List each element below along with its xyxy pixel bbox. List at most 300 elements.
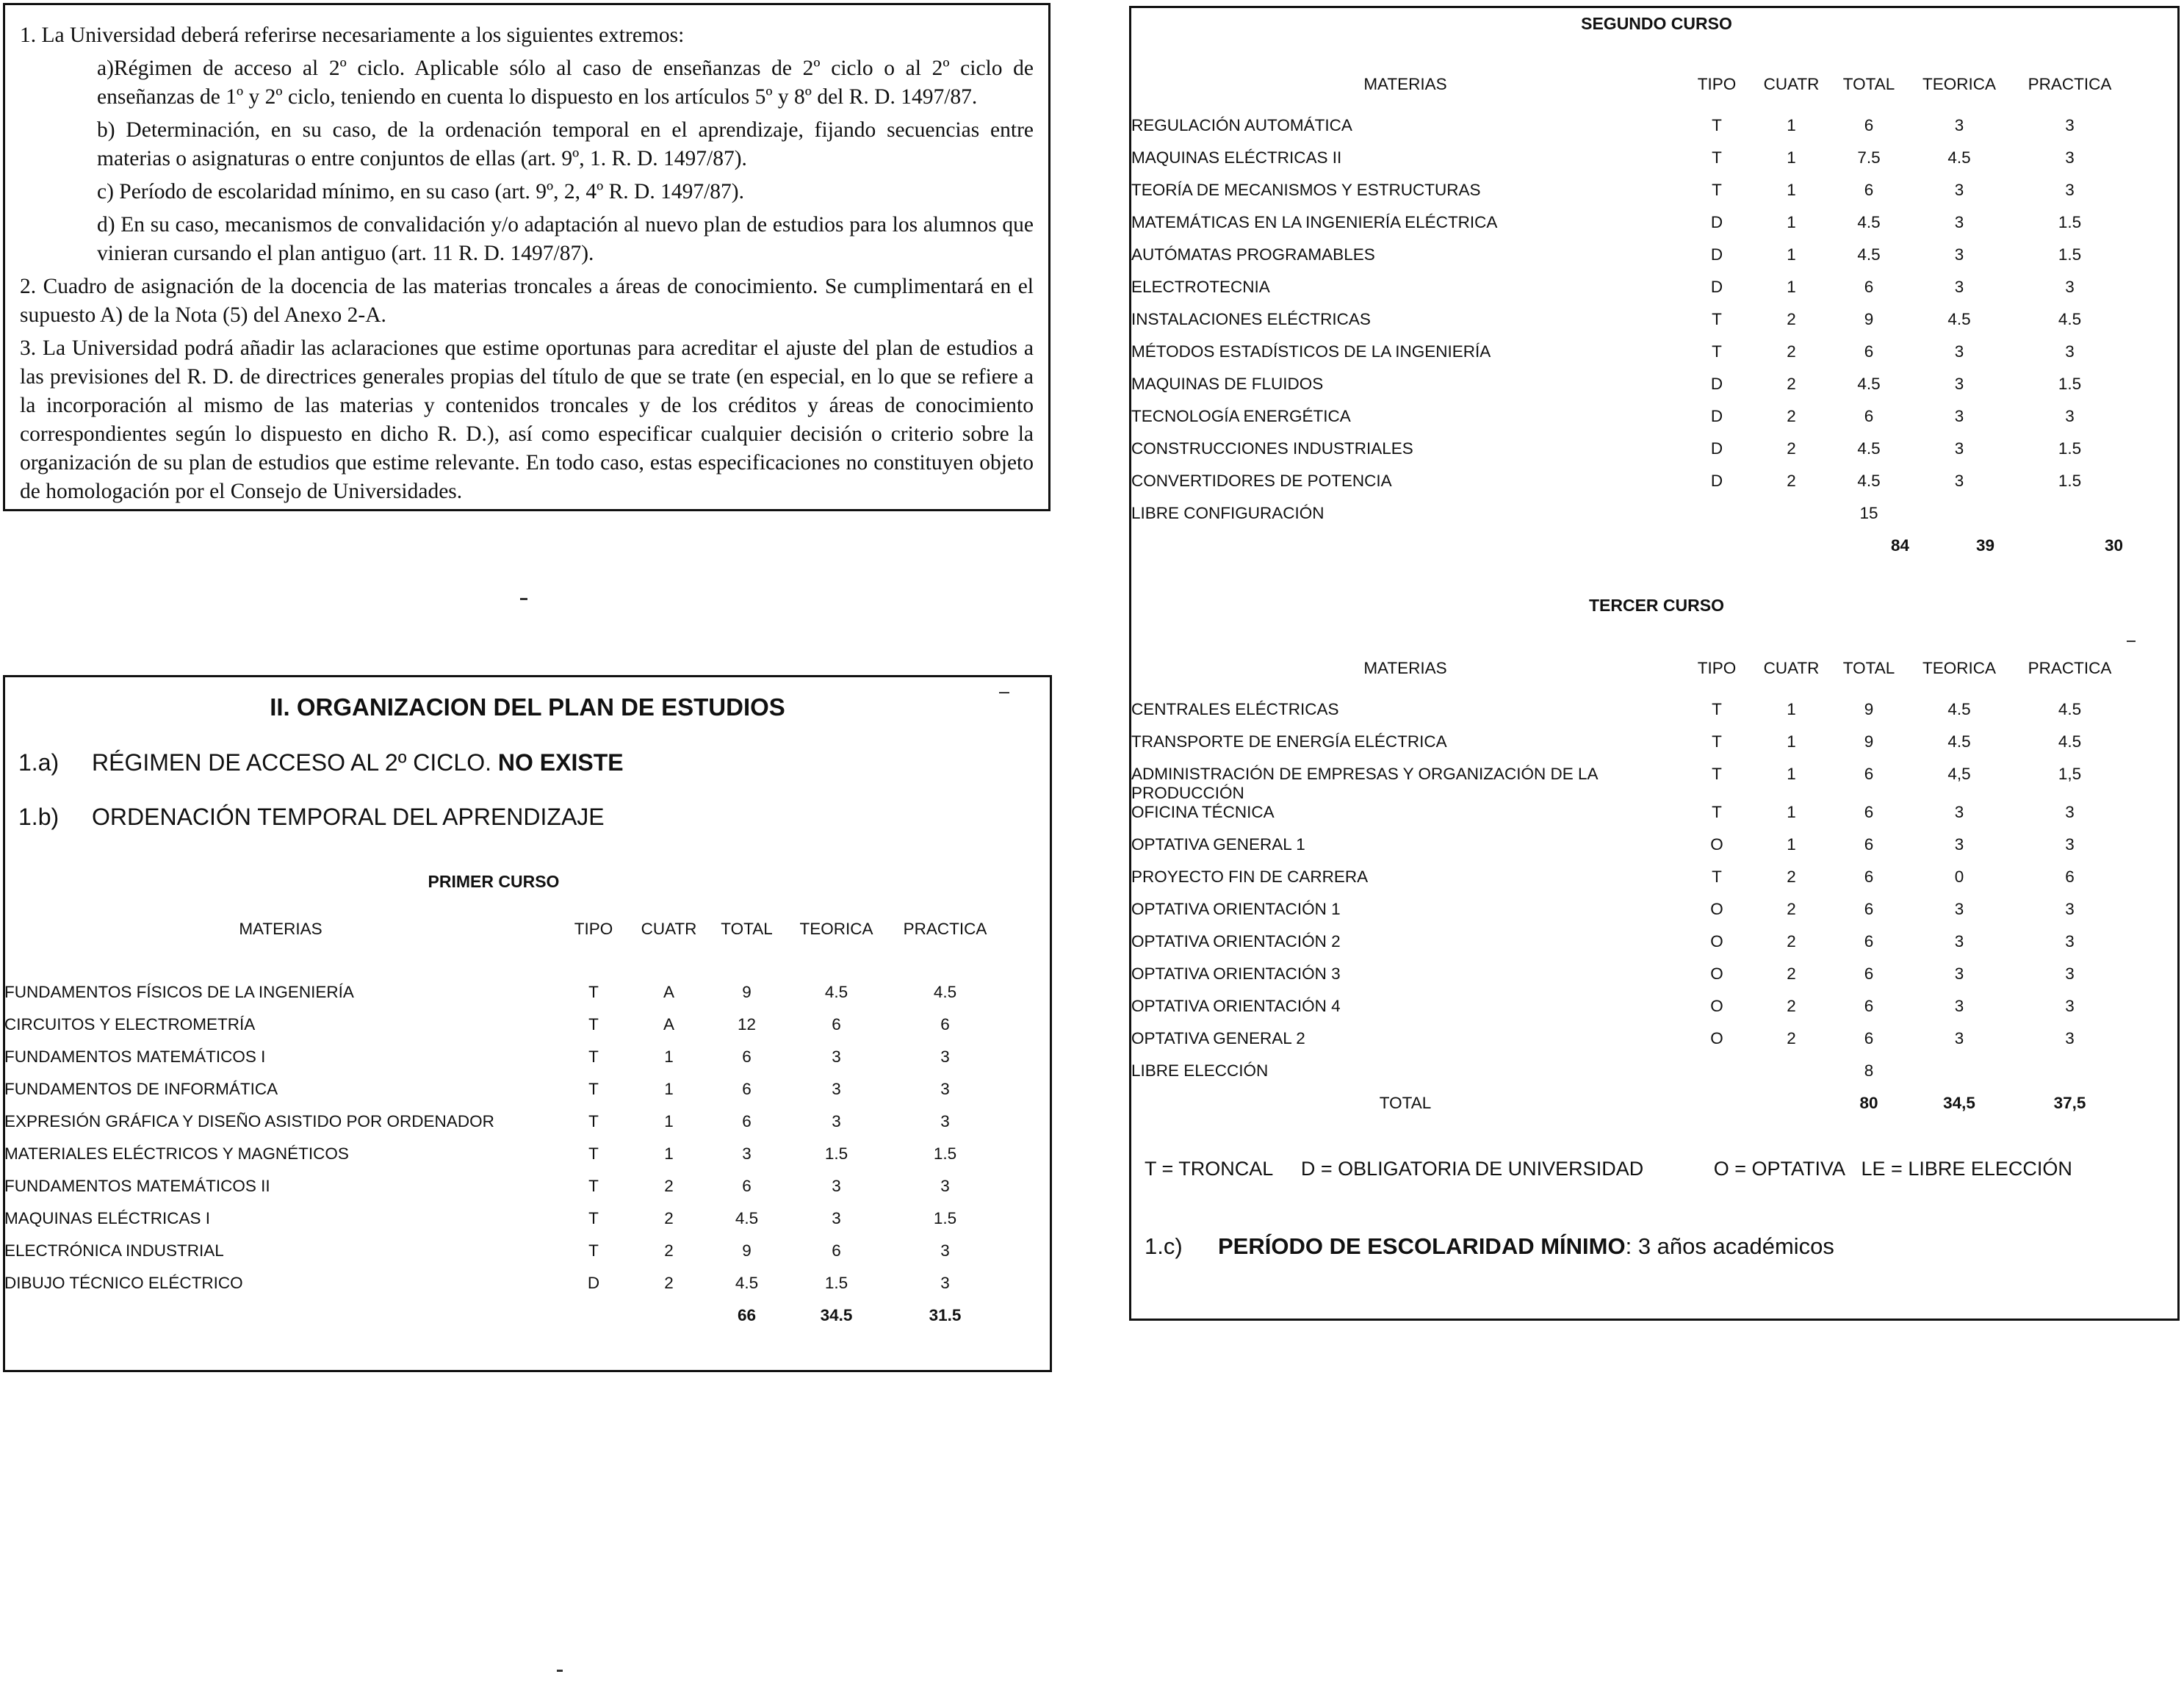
cell-practica: 3: [2065, 342, 2075, 361]
cell-teorica: 3: [832, 1112, 841, 1130]
tercer-curso-table: [1131, 659, 2130, 1126]
notes-box: [3, 3, 1050, 511]
cell-teorica: 4.5: [1947, 700, 1971, 718]
cell-materia: OPTATIVA GENERAL 2: [1131, 1029, 1305, 1047]
cell-total: 6: [1864, 407, 1874, 425]
cell-practica: 4.5: [2058, 732, 2082, 751]
tercer-total-teorica: 34,5: [1943, 1094, 1975, 1112]
primer-totals-row: [4, 1306, 1003, 1338]
cell-materia: INSTALACIONES ELÉCTRICAS: [1131, 310, 1371, 328]
scan-speck: [557, 1670, 563, 1672]
table-row: [4, 1112, 1003, 1144]
cell-tipo: T: [1712, 700, 1722, 718]
cell-cuatr: 1: [1787, 700, 1796, 718]
escolaridad-value: : 3 años académicos: [1625, 1233, 1834, 1259]
primer-total-total: 66: [737, 1306, 757, 1324]
cell-total: 4.5: [1857, 472, 1881, 490]
note-item-1: 1. La Universidad deberá referirse necesariamente a los siguientes extremos:: [20, 24, 685, 47]
cell-practica: 1.5: [2058, 439, 2082, 458]
cell-tipo: O: [1710, 900, 1723, 918]
table-row: [1131, 407, 2130, 439]
cell-teorica: 3: [1954, 1029, 1964, 1047]
table-row: [1131, 148, 2130, 181]
primer-total-practica: 31.5: [929, 1306, 962, 1324]
cell-teorica: 3: [832, 1080, 841, 1098]
header-tipo: TIPO: [1697, 75, 1737, 93]
regimen-value: NO EXISTE: [497, 749, 624, 776]
cell-practica: [2009, 1061, 2130, 1094]
header-practica: PRACTICA: [2028, 659, 2112, 677]
table-row: [4, 1144, 1003, 1177]
cell-materia: EXPRESIÓN GRÁFICA Y DISEÑO ASISTIDO POR ORDENADOR: [4, 1112, 494, 1130]
cell-practica: 3: [2065, 278, 2075, 296]
cell-cuatr: 1: [1787, 116, 1796, 134]
cell-total: 4.5: [735, 1274, 759, 1292]
cell-tipo: T: [588, 983, 599, 1001]
cell-cuatr: 2: [664, 1209, 674, 1227]
cell-cuatr: [1754, 504, 1828, 536]
tercer-total-practica: 37,5: [2053, 1094, 2086, 1112]
cell-teorica: 3: [1954, 213, 1964, 231]
cell-total: 6: [1864, 932, 1874, 951]
escolaridad-number: 1.c): [1145, 1233, 1183, 1259]
tercer-curso-title: TERCER CURSO: [1588, 596, 1724, 615]
cell-total: 6: [1864, 1029, 1874, 1047]
table-row: [1131, 116, 2130, 148]
cell-tipo: O: [1710, 997, 1723, 1015]
cell-total: 3: [742, 1144, 752, 1163]
cell-total: 8: [1864, 1061, 1874, 1080]
cell-total: 6: [1864, 900, 1874, 918]
cell-total: 9: [1864, 700, 1874, 718]
cell-practica: 3: [2065, 181, 2075, 199]
table-row: [4, 983, 1003, 1015]
regimen-number: 1.a): [18, 749, 60, 776]
cell-teorica: 3: [832, 1177, 841, 1195]
cell-teorica: 0: [1954, 868, 1964, 886]
cell-cuatr: 1: [1787, 148, 1796, 167]
header-cuatr: CUATR: [1763, 75, 1820, 93]
cell-total: 6: [742, 1047, 752, 1066]
cell-cuatr: 2: [1787, 1029, 1796, 1047]
cell-tipo: T: [1712, 181, 1722, 199]
organizacion-title: II. ORGANIZACION DEL PLAN DE ESTUDIOS: [270, 693, 785, 721]
cell-practica: 6: [2065, 868, 2075, 886]
scan-speck: [2127, 641, 2136, 642]
table-row: [1131, 181, 2130, 213]
cell-materia: FUNDAMENTOS FÍSICOS DE LA INGENIERÍA: [4, 983, 354, 1001]
cell-cuatr: 1: [1787, 803, 1796, 821]
cell-tipo: T: [1712, 116, 1722, 134]
cell-tipo: D: [1710, 278, 1723, 296]
header-total: TOTAL: [1842, 659, 1895, 677]
cell-teorica: 6: [832, 1015, 841, 1034]
header-tipo: TIPO: [1697, 659, 1737, 677]
tercer-total-label: TOTAL: [1379, 1094, 1432, 1112]
cell-practica: [2009, 504, 2130, 536]
cell-materia: CIRCUITOS Y ELECTROMETRÍA: [4, 1015, 256, 1034]
cell-cuatr: 1: [1787, 278, 1796, 296]
cell-tipo: O: [1710, 964, 1723, 983]
cell-teorica: 3: [1954, 116, 1964, 134]
cell-total: 12: [737, 1015, 757, 1034]
cell-tipo: T: [588, 1209, 599, 1227]
cell-cuatr: 2: [1787, 439, 1796, 458]
cell-practica: 1,5: [2058, 765, 2082, 783]
table-row: [4, 1209, 1003, 1241]
cell-materia: OFICINA TÉCNICA: [1131, 803, 1275, 821]
cell-practica: 3: [2065, 803, 2075, 821]
ordenacion-line: [18, 804, 605, 831]
cell-cuatr: 2: [1787, 472, 1796, 490]
cell-materia: TEORÍA DE MECANISMOS Y ESTRUCTURAS: [1131, 181, 1481, 199]
cell-tipo: T: [1712, 765, 1722, 783]
note-item-1b: b) Determinación, en su caso, de la ordenación temporal en el aprendizaje, fijando secuencias entre materias o asignaturas o entre conjuntos de ellas (art. 9º, 1. R. D. 1497/87).: [97, 118, 1034, 170]
cell-total: 6: [742, 1112, 752, 1130]
scan-speck: [520, 598, 527, 600]
note-item-3: 3. La Universidad podrá añadir las aclaraciones que estime oportunas para acreditar el ajuste del plan de estudios a las previsiones del R. D. de directrices generales propias del título de que se trate (en especial, en lo que se refiere a la incorporación al mismo de las materias y contenidos troncales y de los créditos y áreas de conocimiento correspondientes según lo dispuesto en dicho R. D.), así como especificar cualquier decisión o criterio sobre la organización de su plan de estudios que estime relevante. En todo caso, estas especificaciones no constituyen objeto de homologación por el Consejo de Universidades.: [20, 336, 1034, 503]
cell-cuatr: 2: [1787, 868, 1796, 886]
tercer-total-total: 80: [1859, 1094, 1878, 1112]
cell-total: 6: [1864, 116, 1874, 134]
table-row: [4, 1080, 1003, 1112]
legend-optativa: O = OPTATIVA: [1713, 1158, 1846, 1180]
table-row: [1131, 835, 2130, 868]
cell-teorica: 3: [1954, 181, 1964, 199]
cell-total: 4.5: [1857, 439, 1881, 458]
cell-tipo: T: [588, 1144, 599, 1163]
cell-cuatr: 2: [664, 1177, 674, 1195]
cell-total: 6: [742, 1080, 752, 1098]
header-practica: PRACTICA: [903, 920, 987, 938]
regimen-label: RÉGIMEN DE ACCESO AL 2º CICLO.: [92, 749, 491, 776]
cell-materia: MÉTODOS ESTADÍSTICOS DE LA INGENIERÍA: [1131, 342, 1491, 361]
header-cuatr: CUATR: [1763, 659, 1820, 677]
cell-cuatr: 1: [1787, 835, 1796, 854]
header-materias: MATERIAS: [1363, 659, 1447, 677]
cell-cuatr: 2: [1787, 407, 1796, 425]
cell-teorica: 4,5: [1947, 765, 1971, 783]
cell-tipo: T: [588, 1047, 599, 1066]
note-item-1d: d) En su caso, mecanismos de convalidación y/o adaptación al nuevo plan de estudios para los alumnos que vinieran cursando el plan antiguo (art. 11 R. D. 1497/87).: [97, 213, 1034, 265]
table-row: [1131, 472, 2130, 504]
cell-tipo: T: [1712, 803, 1722, 821]
cell-practica: 3: [940, 1241, 950, 1260]
cell-total: 9: [1864, 732, 1874, 751]
table-row: [1131, 932, 2130, 964]
regimen-line: [18, 749, 624, 776]
cell-materia: LIBRE CONFIGURACIÓN: [1131, 504, 1325, 522]
cell-teorica: 3: [1954, 245, 1964, 264]
cell-materia: MATERIALES ELÉCTRICOS Y MAGNÉTICOS: [4, 1144, 349, 1163]
cell-teorica: 3: [1954, 472, 1964, 490]
cell-tipo: O: [1710, 835, 1723, 854]
cell-tipo: D: [1710, 439, 1723, 458]
header-teorica: TEORICA: [1922, 75, 1996, 93]
cell-teorica: 3: [1954, 932, 1964, 951]
cell-cuatr: 1: [664, 1080, 674, 1098]
cell-cuatr: 2: [1787, 342, 1796, 361]
cell-total: 6: [1864, 765, 1874, 783]
table-row: [1131, 765, 2130, 803]
cell-practica: 3: [2065, 900, 2075, 918]
cell-total: 4.5: [1857, 245, 1881, 264]
table-row: [4, 1177, 1003, 1209]
cell-cuatr: A: [663, 1015, 674, 1034]
cell-practica: 3: [2065, 148, 2075, 167]
cell-teorica: [1909, 1061, 2009, 1094]
header-practica: PRACTICA: [2028, 75, 2112, 93]
cell-materia: REGULACIÓN AUTOMÁTICA: [1131, 116, 1352, 134]
cell-cuatr: 2: [664, 1274, 674, 1292]
cell-tipo: D: [1710, 407, 1723, 425]
escolaridad-line: [1145, 1233, 1834, 1260]
cell-cuatr: 1: [1787, 765, 1796, 783]
table-row: [4, 1047, 1003, 1080]
cell-teorica: 1.5: [824, 1144, 848, 1163]
segundo-total-teorica: 39: [1975, 536, 1994, 555]
header-teorica: TEORICA: [799, 920, 873, 938]
cell-total: 6: [1864, 342, 1874, 361]
cell-practica: 1.5: [933, 1144, 957, 1163]
cell-materia: LIBRE ELECCIÓN: [1131, 1061, 1269, 1080]
cell-teorica: 3: [1954, 375, 1964, 393]
cell-cuatr: 2: [1787, 964, 1796, 983]
cell-cuatr: 1: [664, 1112, 674, 1130]
cell-practica: 3: [2065, 835, 2075, 854]
cell-materia: CONVERTIDORES DE POTENCIA: [1131, 472, 1392, 490]
table-row: [1131, 868, 2130, 900]
cell-total: 6: [1864, 964, 1874, 983]
cell-tipo: T: [588, 1177, 599, 1195]
note-item-1c: c) Período de escolaridad mínimo, en su caso (art. 9º, 2, 4º R. D. 1497/87).: [97, 180, 744, 203]
cell-practica: 3: [940, 1112, 950, 1130]
cell-materia: PROYECTO FIN DE CARRERA: [1131, 868, 1369, 886]
header-total: TOTAL: [1842, 75, 1895, 93]
cell-cuatr: A: [663, 983, 674, 1001]
cell-total: 6: [1864, 835, 1874, 854]
cell-practica: 3: [940, 1177, 950, 1195]
cell-total: 9: [742, 983, 752, 1001]
cell-tipo: D: [1710, 375, 1723, 393]
cell-teorica: 3: [1954, 964, 1964, 983]
cell-tipo: D: [1710, 213, 1723, 231]
cell-teorica: 3: [1954, 803, 1964, 821]
cell-materia: OPTATIVA ORIENTACIÓN 1: [1131, 900, 1341, 918]
cell-tipo: [1679, 504, 1754, 536]
table-row: [4, 1015, 1003, 1047]
cell-teorica: 3: [1954, 439, 1964, 458]
cell-tipo: T: [588, 1241, 599, 1260]
cell-total: 4.5: [1857, 375, 1881, 393]
cell-materia: TECNOLOGÍA ENERGÉTICA: [1131, 407, 1351, 425]
header-materias: MATERIAS: [239, 920, 322, 938]
cell-tipo: D: [1710, 472, 1723, 490]
table-row: [1131, 1029, 2130, 1061]
cell-tipo: T: [588, 1112, 599, 1130]
cell-practica: 3: [2065, 116, 2075, 134]
primer-total-teorica: 34.5: [820, 1306, 853, 1324]
cell-total: 9: [742, 1241, 752, 1260]
note-item-1a: a)Régimen de acceso al 2º ciclo. Aplicable sólo al caso de enseñanzas de 2º ciclo o al 2º ciclo de enseñanzas de 1º y 2º ciclo, teniendo en cuenta lo dispuesto en los artículos 5º y 8º del R. D. 1497/87.: [97, 57, 1034, 109]
legend-libre-eleccion: LE = LIBRE ELECCIÓN: [1861, 1158, 2072, 1180]
table-row: [1131, 504, 2130, 536]
cell-tipo: T: [1712, 732, 1722, 751]
cell-teorica: 3: [832, 1047, 841, 1066]
segundo-curso-table: [1131, 75, 2130, 569]
cell-practica: 1.5: [2058, 375, 2082, 393]
table-row: [4, 1274, 1003, 1306]
cell-practica: 3: [2065, 407, 2075, 425]
cell-materia: MAQUINAS DE FLUIDOS: [1131, 375, 1324, 393]
table-row: [1131, 375, 2130, 407]
cell-practica: 1.5: [2058, 245, 2082, 264]
cell-teorica: 3: [1954, 835, 1964, 854]
cell-practica: 4.5: [2058, 700, 2082, 718]
cell-tipo: T: [1712, 868, 1722, 886]
cell-materia: MAQUINAS ELÉCTRICAS I: [4, 1209, 211, 1227]
header-total: TOTAL: [721, 920, 773, 938]
cell-materia: TRANSPORTE DE ENERGÍA ELÉCTRICA: [1131, 732, 1447, 751]
cell-tipo: T: [1712, 310, 1722, 328]
cell-teorica: [1909, 504, 2009, 536]
cell-cuatr: 2: [664, 1241, 674, 1260]
cell-materia: OPTATIVA GENERAL 1: [1131, 835, 1305, 854]
cell-total: 6: [1864, 997, 1874, 1015]
cell-cuatr: [1754, 1061, 1828, 1094]
note-item-2: 2. Cuadro de asignación de la docencia de las materias troncales a áreas de conocimiento. Se cumplimentará en el supuesto A) de la Nota (5) del Anexo 2-A.: [20, 275, 1034, 327]
cell-practica: 1.5: [933, 1209, 957, 1227]
cell-materia: ELECTRÓNICA INDUSTRIAL: [4, 1241, 224, 1260]
cell-total: 6: [742, 1177, 752, 1195]
header-materias: MATERIAS: [1363, 75, 1447, 93]
legend-obligatoria: D = OBLIGATORIA DE UNIVERSIDAD: [1300, 1158, 1644, 1180]
cell-teorica: 1.5: [824, 1274, 848, 1292]
table-row: [1131, 732, 2130, 765]
table-row: [1131, 700, 2130, 732]
cell-total: 15: [1859, 504, 1878, 522]
cell-practica: 3: [940, 1080, 950, 1098]
header-tipo: TIPO: [574, 920, 613, 938]
primer-curso-table: [4, 920, 1003, 1338]
cell-materia: ADMINISTRACIÓN DE EMPRESAS Y ORGANIZACIÓN DE LA PRODUCCIÓN: [1131, 765, 1598, 802]
cell-practica: 3: [2065, 932, 2075, 951]
cell-practica: 4.5: [2058, 310, 2082, 328]
cell-materia: MAQUINAS ELÉCTRICAS II: [1131, 148, 1342, 167]
header-teorica: TEORICA: [1922, 659, 1996, 677]
cell-total: 7.5: [1857, 148, 1881, 167]
table-row: [1131, 245, 2130, 278]
cell-teorica: 4.5: [824, 983, 848, 1001]
cell-teorica: 4.5: [1947, 148, 1971, 167]
table-row: [1131, 997, 2130, 1029]
cell-total: 4.5: [1857, 213, 1881, 231]
cell-total: 6: [1864, 803, 1874, 821]
cell-materia: CONSTRUCCIONES INDUSTRIALES: [1131, 439, 1413, 458]
cell-tipo: D: [1710, 245, 1723, 264]
cell-practica: 6: [940, 1015, 950, 1034]
cell-cuatr: 2: [1787, 997, 1796, 1015]
cell-teorica: 4.5: [1947, 732, 1971, 751]
segundo-total-practica: 30: [2104, 536, 2123, 555]
cell-teorica: 3: [1954, 900, 1964, 918]
cell-materia: ELECTROTECNIA: [1131, 278, 1270, 296]
cell-total: 9: [1864, 310, 1874, 328]
table-row: [1131, 900, 2130, 932]
cell-practica: 3: [2065, 997, 2075, 1015]
table-row: [1131, 213, 2130, 245]
legend: [1145, 1158, 2094, 1180]
cell-cuatr: 1: [664, 1144, 674, 1163]
cell-materia: FUNDAMENTOS DE INFORMÁTICA: [4, 1080, 278, 1098]
tercer-totals-row: [1131, 1094, 2130, 1126]
cell-cuatr: 2: [1787, 900, 1796, 918]
cell-teorica: 3: [1954, 407, 1964, 425]
cell-teorica: 3: [1954, 997, 1964, 1015]
cell-practica: 3: [2065, 964, 2075, 983]
cell-cuatr: 2: [1787, 932, 1796, 951]
table-row: [4, 1241, 1003, 1274]
cell-teorica: 3: [1954, 342, 1964, 361]
cell-cuatr: 2: [1787, 375, 1796, 393]
cell-materia: AUTÓMATAS PROGRAMABLES: [1131, 245, 1375, 264]
header-cuatr: CUATR: [641, 920, 697, 938]
cell-tipo: T: [588, 1015, 599, 1034]
cell-cuatr: 1: [1787, 732, 1796, 751]
cell-materia: FUNDAMENTOS MATEMÁTICOS I: [4, 1047, 266, 1066]
cell-total: 6: [1864, 181, 1874, 199]
cell-tipo: D: [587, 1274, 600, 1292]
segundo-total-total: 84: [1890, 536, 1909, 555]
cell-practica: 4.5: [933, 983, 957, 1001]
cell-cuatr: 2: [1787, 310, 1796, 328]
ordenacion-number: 1.b): [18, 804, 60, 830]
cell-practica: 1.5: [2058, 472, 2082, 490]
cell-materia: CENTRALES ELÉCTRICAS: [1131, 700, 1339, 718]
cell-materia: MATEMÁTICAS EN LA INGENIERÍA ELÉCTRICA: [1131, 213, 1498, 231]
cell-practica: 3: [940, 1047, 950, 1066]
segundo-totals-row: [1131, 536, 2130, 569]
cell-tipo: O: [1710, 1029, 1723, 1047]
cell-tipo: [1679, 1061, 1754, 1094]
table-row: [1131, 1061, 2130, 1094]
scan-speck: [999, 692, 1009, 693]
ordenacion-label: ORDENACIÓN TEMPORAL DEL APRENDIZAJE: [92, 804, 605, 830]
cell-materia: OPTATIVA ORIENTACIÓN 2: [1131, 932, 1341, 951]
table-row: [1131, 342, 2130, 375]
cell-tipo: T: [588, 1080, 599, 1098]
cell-tipo: T: [1712, 148, 1722, 167]
cell-materia: DIBUJO TÉCNICO ELÉCTRICO: [4, 1274, 243, 1292]
cell-teorica: 4.5: [1947, 310, 1971, 328]
primer-curso-title: PRIMER CURSO: [428, 872, 560, 891]
cell-teorica: 6: [832, 1241, 841, 1260]
cell-teorica: 3: [1954, 278, 1964, 296]
cell-practica: 1.5: [2058, 213, 2082, 231]
cell-materia: OPTATIVA ORIENTACIÓN 4: [1131, 997, 1341, 1015]
cell-total: 6: [1864, 278, 1874, 296]
cell-practica: 3: [2065, 1029, 2075, 1047]
table-row: [1131, 439, 2130, 472]
cell-materia: OPTATIVA ORIENTACIÓN 3: [1131, 964, 1341, 983]
table-row: [1131, 803, 2130, 835]
cell-cuatr: 1: [1787, 245, 1796, 264]
table-row: [1131, 964, 2130, 997]
cell-practica: 3: [940, 1274, 950, 1292]
segundo-curso-title: SEGUNDO CURSO: [1581, 14, 1732, 33]
cell-teorica: 3: [832, 1209, 841, 1227]
cell-tipo: T: [1712, 342, 1722, 361]
